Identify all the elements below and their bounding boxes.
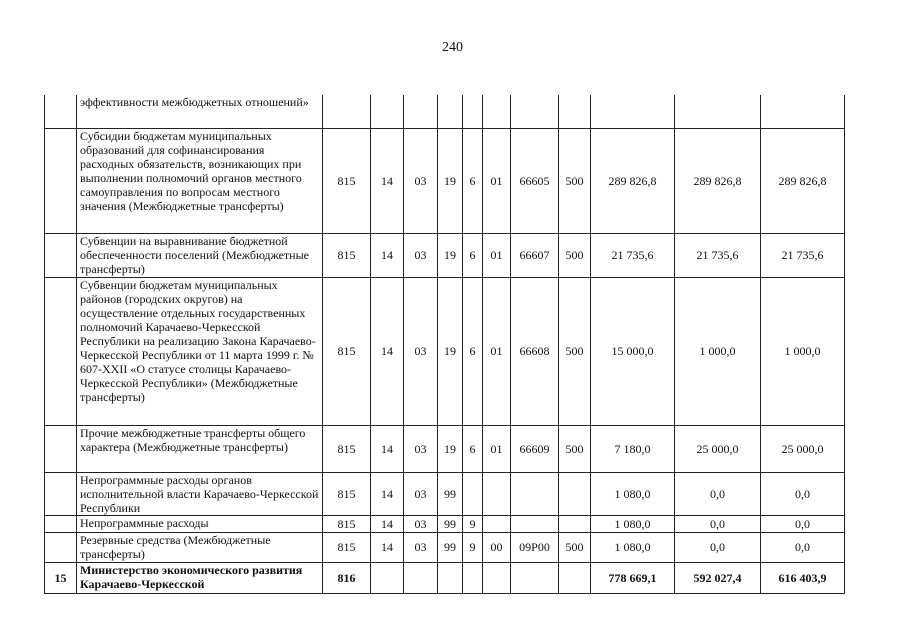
cell-direction [511, 472, 559, 515]
cell-subsection: 03 [404, 532, 438, 562]
cell-ministry: 815 [323, 128, 371, 233]
cell-program: 19 [438, 277, 463, 425]
cell-name: Министерство экономического развития Карачаево-Черкесской [77, 562, 323, 593]
cell-name: Прочие межбюджетные трансферты общего характера (Межбюджетные трансферты) [77, 425, 323, 472]
cell-subprogram: 6 [463, 233, 483, 277]
cell-subprogram [463, 472, 483, 515]
cell-sum2: 21 735,6 [675, 233, 761, 277]
cell-direction: 66605 [511, 128, 559, 233]
cell-sum3: 0,0 [761, 472, 845, 515]
cell-main [483, 562, 511, 593]
cell-ministry: 815 [323, 515, 371, 532]
cell-name: Субвенции бюджетам муниципальных районов (городских округов) на осуществление отдельных государственных полномочий Карачаево-Черкесской Республики на реализацию Закона Карачаево-Черкесской Республики от 11 марта 1999 г. № 607-XXII «О статусе столицы Карачаево-Черкесской Республики» (Межбюджетные трансферты) [77, 277, 323, 425]
cell-num [45, 515, 77, 532]
cell-section: 14 [371, 277, 404, 425]
cell-sum1: 15 000,0 [591, 277, 675, 425]
cell-num [45, 95, 77, 128]
cell-name: Непрограммные расходы органов исполнительной власти Карачаево-Черкесской Республики [77, 472, 323, 515]
cell-section: 14 [371, 233, 404, 277]
table-row [45, 472, 845, 515]
cell-section: 14 [371, 472, 404, 515]
cell-sum2: 0,0 [675, 515, 761, 532]
cell-name: Непрограммные расходы [77, 515, 323, 532]
cell-sum3: 0,0 [761, 532, 845, 562]
table-row [45, 233, 845, 277]
cell-sum1: 1 080,0 [591, 532, 675, 562]
cell-program: 99 [438, 515, 463, 532]
cell-kvr [559, 472, 591, 515]
cell-sum1: 7 180,0 [591, 425, 675, 472]
table-row [45, 562, 845, 593]
cell-subsection [404, 95, 438, 128]
cell-section: 14 [371, 128, 404, 233]
cell-main: 00 [483, 532, 511, 562]
cell-main [483, 472, 511, 515]
cell-sum2: 1 000,0 [675, 277, 761, 425]
budget-table [44, 95, 845, 594]
cell-num: 15 [45, 562, 77, 593]
cell-sum3: 0,0 [761, 515, 845, 532]
cell-name: Субвенции на выравнивание бюджетной обеспеченности поселений (Межбюджетные трансферты) [77, 233, 323, 277]
cell-kvr [559, 562, 591, 593]
cell-subprogram [463, 562, 483, 593]
cell-subprogram [463, 95, 483, 128]
cell-subsection: 03 [404, 128, 438, 233]
cell-subsection: 03 [404, 277, 438, 425]
cell-kvr [559, 515, 591, 532]
cell-section: 14 [371, 532, 404, 562]
cell-subsection: 03 [404, 233, 438, 277]
cell-sum2: 592 027,4 [675, 562, 761, 593]
cell-program: 19 [438, 233, 463, 277]
cell-sum3 [761, 95, 845, 128]
page-number: 240 [442, 40, 463, 55]
cell-direction [511, 515, 559, 532]
cell-kvr: 500 [559, 233, 591, 277]
cell-ministry: 815 [323, 425, 371, 472]
cell-name: эффективности межбюджетных отношений» [77, 95, 323, 128]
table-row [45, 277, 845, 425]
cell-ministry: 815 [323, 532, 371, 562]
cell-program: 19 [438, 425, 463, 472]
cell-num [45, 532, 77, 562]
cell-sum2: 289 826,8 [675, 128, 761, 233]
cell-main: 01 [483, 277, 511, 425]
cell-sum1: 1 080,0 [591, 515, 675, 532]
cell-kvr: 500 [559, 425, 591, 472]
cell-direction [511, 95, 559, 128]
cell-ministry: 815 [323, 233, 371, 277]
cell-subprogram: 6 [463, 277, 483, 425]
cell-program [438, 95, 463, 128]
cell-main: 01 [483, 233, 511, 277]
cell-section [371, 562, 404, 593]
cell-ministry: 815 [323, 277, 371, 425]
cell-section: 14 [371, 515, 404, 532]
cell-direction: 09Р00 [511, 532, 559, 562]
cell-direction: 66608 [511, 277, 559, 425]
cell-num [45, 472, 77, 515]
cell-sum3: 1 000,0 [761, 277, 845, 425]
cell-direction [511, 562, 559, 593]
cell-kvr: 500 [559, 277, 591, 425]
cell-subsection [404, 562, 438, 593]
table-row [45, 425, 845, 472]
cell-sum2 [675, 95, 761, 128]
cell-sum1: 1 080,0 [591, 472, 675, 515]
cell-sum3: 289 826,8 [761, 128, 845, 233]
cell-program: 99 [438, 532, 463, 562]
table-row [45, 515, 845, 532]
table-row [45, 128, 845, 233]
cell-sum3: 25 000,0 [761, 425, 845, 472]
cell-sum1: 778 669,1 [591, 562, 675, 593]
cell-kvr [559, 95, 591, 128]
cell-sum2: 0,0 [675, 472, 761, 515]
cell-sum2: 0,0 [675, 532, 761, 562]
cell-program: 99 [438, 472, 463, 515]
cell-sum3: 21 735,6 [761, 233, 845, 277]
cell-kvr: 500 [559, 532, 591, 562]
cell-name: Резервные средства (Межбюджетные трансферты) [77, 532, 323, 562]
cell-section [371, 95, 404, 128]
cell-main: 01 [483, 128, 511, 233]
cell-main [483, 515, 511, 532]
cell-ministry: 815 [323, 472, 371, 515]
cell-subprogram: 6 [463, 425, 483, 472]
cell-section: 14 [371, 425, 404, 472]
cell-program [438, 562, 463, 593]
cell-sum1: 289 826,8 [591, 128, 675, 233]
table-row [45, 532, 845, 562]
cell-sum1 [591, 95, 675, 128]
cell-num [45, 128, 77, 233]
cell-direction: 66607 [511, 233, 559, 277]
cell-direction: 66609 [511, 425, 559, 472]
cell-sum1: 21 735,6 [591, 233, 675, 277]
cell-subprogram: 6 [463, 128, 483, 233]
cell-subprogram: 9 [463, 515, 483, 532]
cell-kvr: 500 [559, 128, 591, 233]
cell-main [483, 95, 511, 128]
table-row [45, 95, 845, 128]
cell-num [45, 233, 77, 277]
cell-main: 01 [483, 425, 511, 472]
cell-subprogram: 9 [463, 532, 483, 562]
cell-subsection: 03 [404, 515, 438, 532]
cell-num [45, 277, 77, 425]
cell-name: Субсидии бюджетам муниципальных образований для софинансирования расходных обязательств, возникающих при выполнении полномочий органов местного самоуправления по вопросам местного значения (Межбюджетные трансферты) [77, 128, 323, 233]
cell-ministry [323, 95, 371, 128]
cell-ministry: 816 [323, 562, 371, 593]
cell-sum3: 616 403,9 [761, 562, 845, 593]
cell-num [45, 425, 77, 472]
cell-subsection: 03 [404, 425, 438, 472]
cell-sum2: 25 000,0 [675, 425, 761, 472]
cell-program: 19 [438, 128, 463, 233]
cell-subsection: 03 [404, 472, 438, 515]
